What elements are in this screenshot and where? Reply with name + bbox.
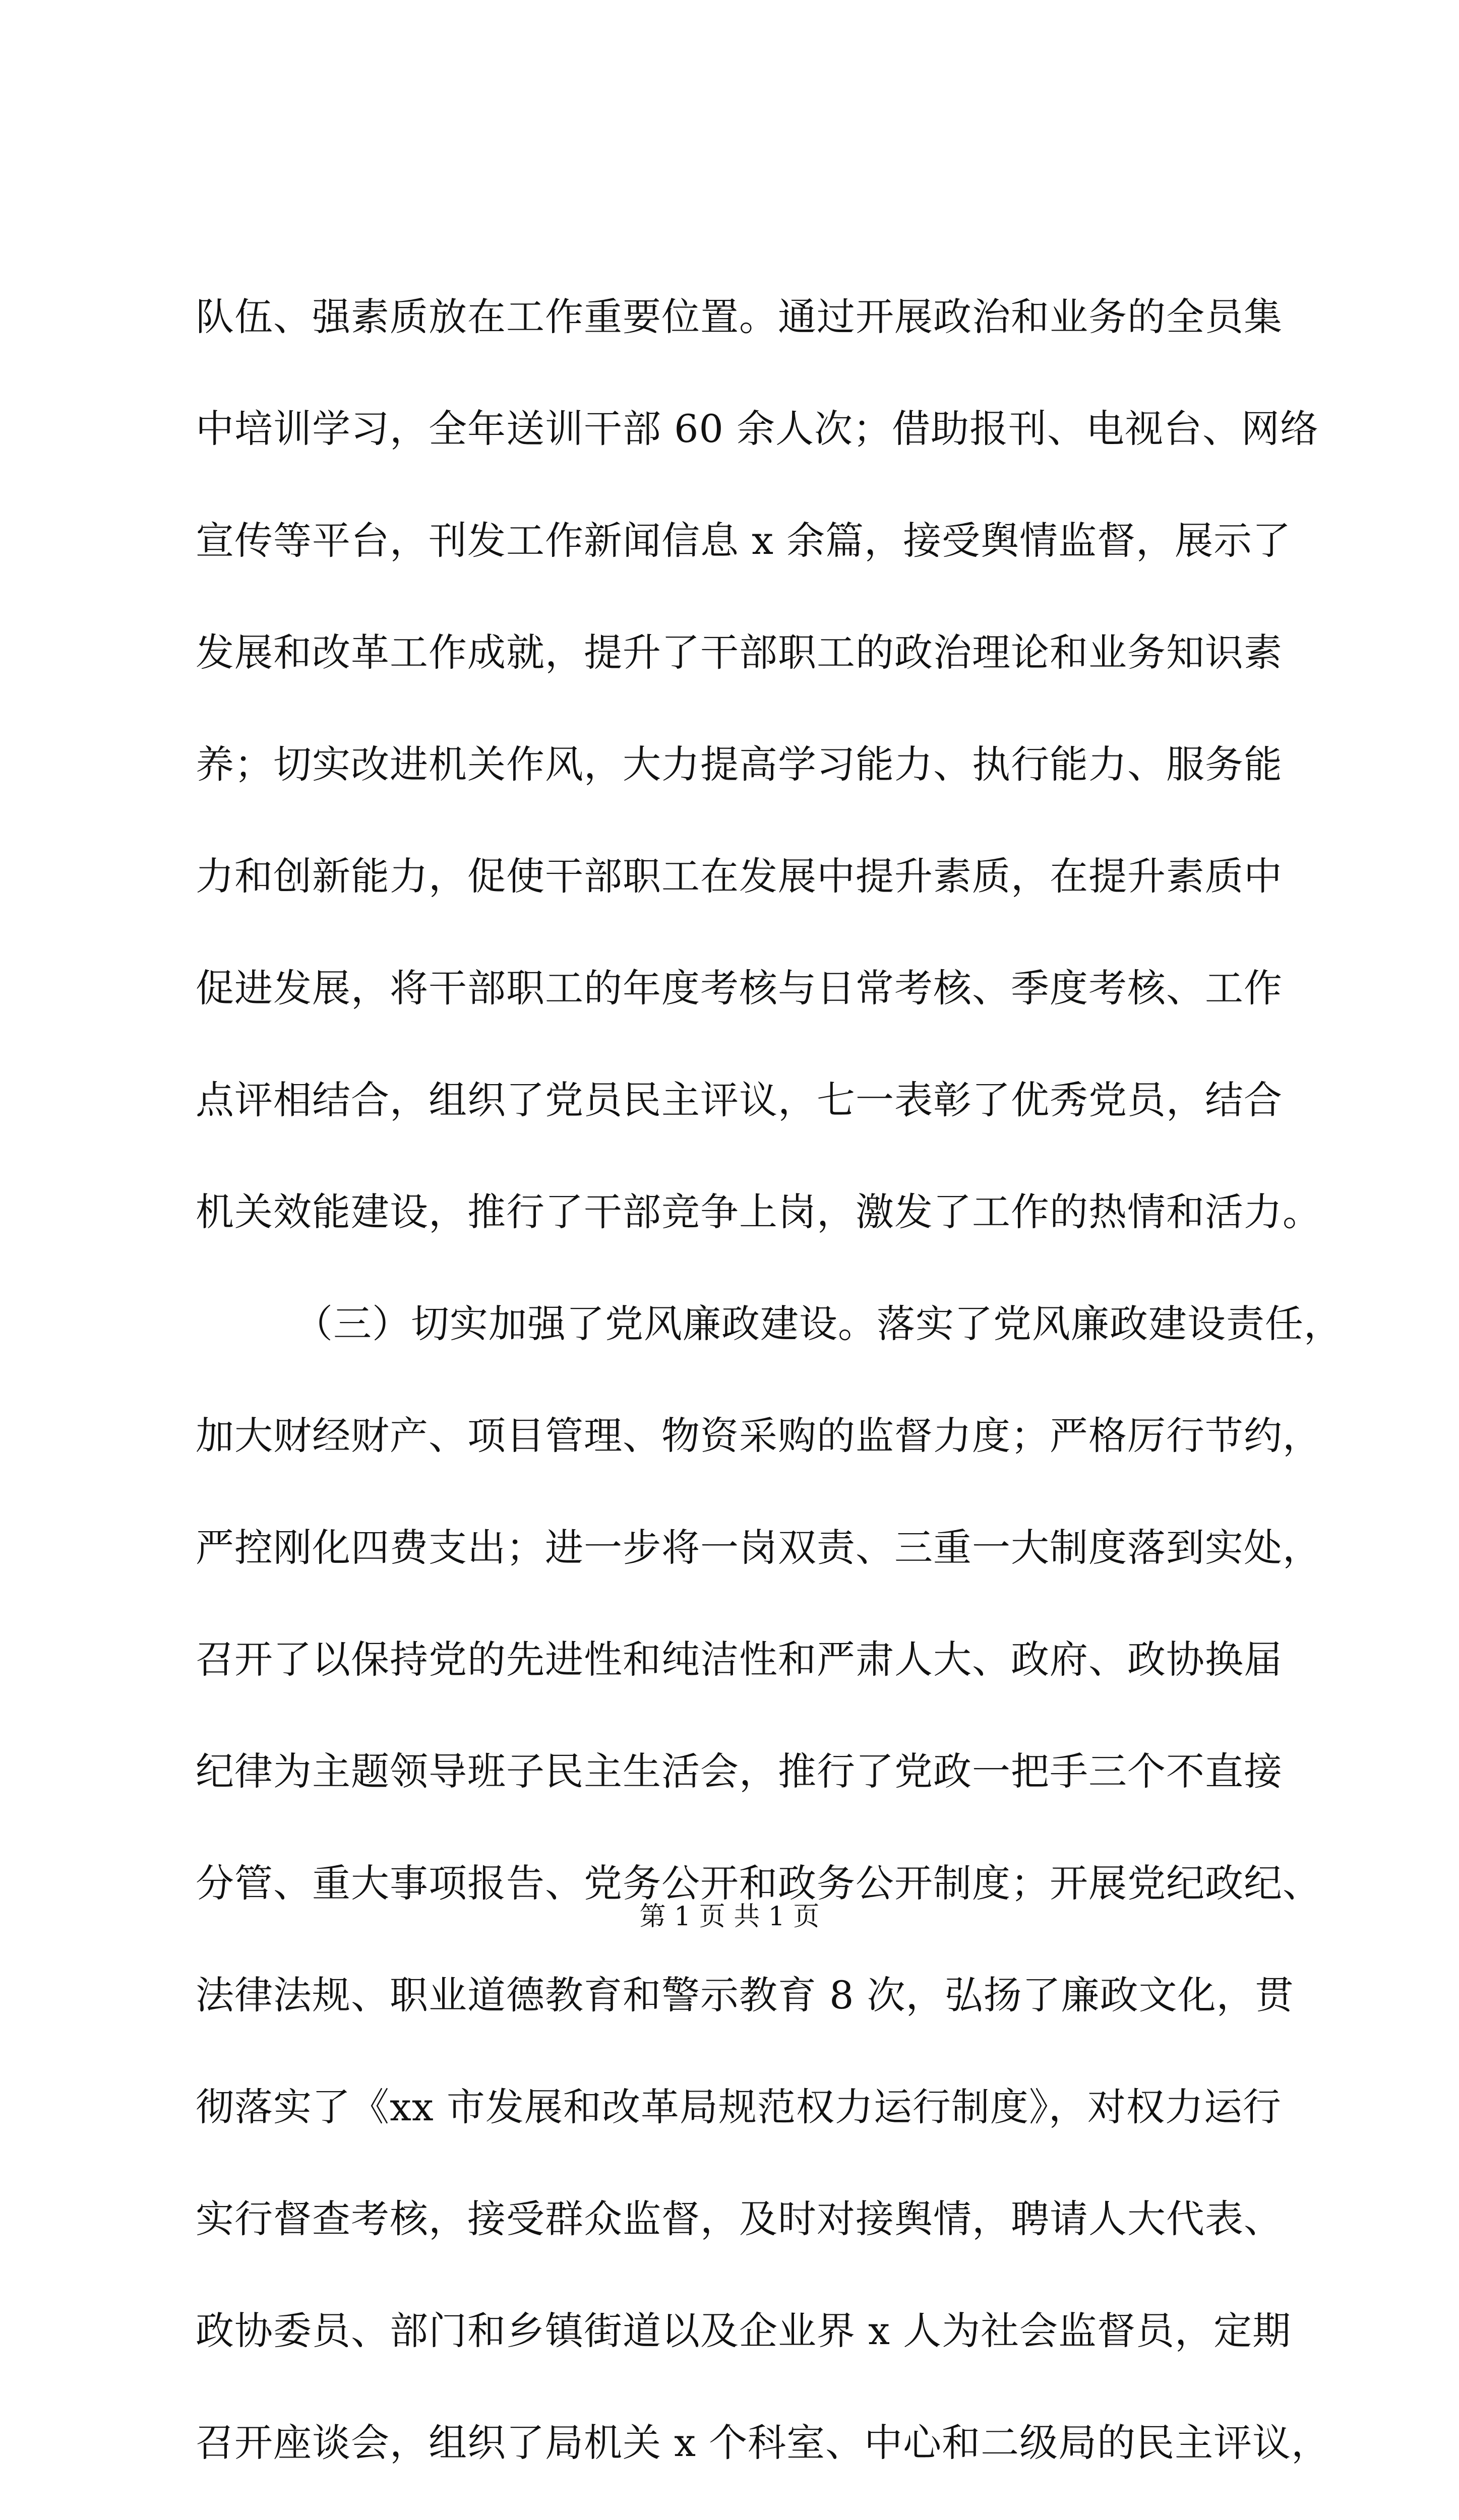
paragraph-1 bbox=[196, 261, 1321, 1268]
text-line: 宣传等平台，刊发工作新闻信息 x 余篇，接受舆情监督，展示了 bbox=[196, 518, 1292, 563]
text-line: 法律法规、职业道德教育和警示教育 8 次，弘扬了廉政文化，贯 bbox=[196, 1973, 1294, 2018]
paragraph-2 bbox=[196, 1268, 1343, 2520]
text-line: 分管、重大事项报告、党务公开和政务公开制度；开展党纪政纪、 bbox=[196, 1861, 1321, 1906]
text-line: 召开了以保持党的先进性和纯洁性和严肃人大、政府、政协换届 bbox=[196, 1637, 1283, 1682]
text-line: （三）切实加强了党风廉政建设。落实了党风廉政建设责任， bbox=[294, 1301, 1343, 1346]
text-line: 纪律为主题领导班子民主生活会，推行了党政一把手三个不直接 bbox=[196, 1749, 1283, 1794]
text-line: 实行督查考核，接受群众监督，及时对接舆情，聘请人大代表、 bbox=[196, 2196, 1283, 2241]
text-line: 严控刚化四费支出；进一步将一岗双责、三重一大制度落到实处， bbox=[196, 1525, 1321, 1570]
page-footer: 第 1 页 共 1 页 bbox=[639, 1902, 820, 1932]
text-line: 中培训学习，全年送训干部 60 余人次；借助报刊、电视台、网络 bbox=[196, 406, 1319, 451]
text-line: 促进发展，将干部职工的年度考核与日常考核、季度考核、工作 bbox=[196, 966, 1283, 1011]
text-line: 点评相结合，组织了党员民主评议，七一表彰了优秀党员，结合 bbox=[196, 1078, 1283, 1122]
text-line: 召开座谈会，组织了局机关 x 个科室、中心和二级局的民主评议， bbox=[196, 2420, 1330, 2465]
text-line: 养；切实改进机关作风，大力提高学习能力、执行能力、服务能 bbox=[196, 742, 1283, 787]
text-line: 彻落实了《xx 市发展和改革局规范权力运行制度》，对权力运行 bbox=[196, 2085, 1282, 2129]
text-line: 加大财经财产、项目管理、物资采购的监督力度；严格厉行节约， bbox=[196, 1413, 1321, 1458]
text-line bbox=[196, 2499, 1280, 2520]
document-body bbox=[196, 261, 1343, 2520]
text-line: 政协委员、部门和乡镇街道以及企业界 x 人为社会监督员，定期 bbox=[196, 2308, 1292, 2353]
text-line: 机关效能建设，推行了干部竞争上岗，激发了工作的热情和活力。 bbox=[196, 1189, 1321, 1234]
text-line: 发展和改革工作成就，提升了干部职工的政治理论和业务知识素 bbox=[196, 630, 1283, 675]
text-line: 队伍、强素质放在工作重要位置。通过开展政治和业务的全员集 bbox=[196, 294, 1283, 339]
text-line: 力和创新能力，促使干部职工在发展中提升素质，在提升素质中 bbox=[196, 854, 1283, 899]
